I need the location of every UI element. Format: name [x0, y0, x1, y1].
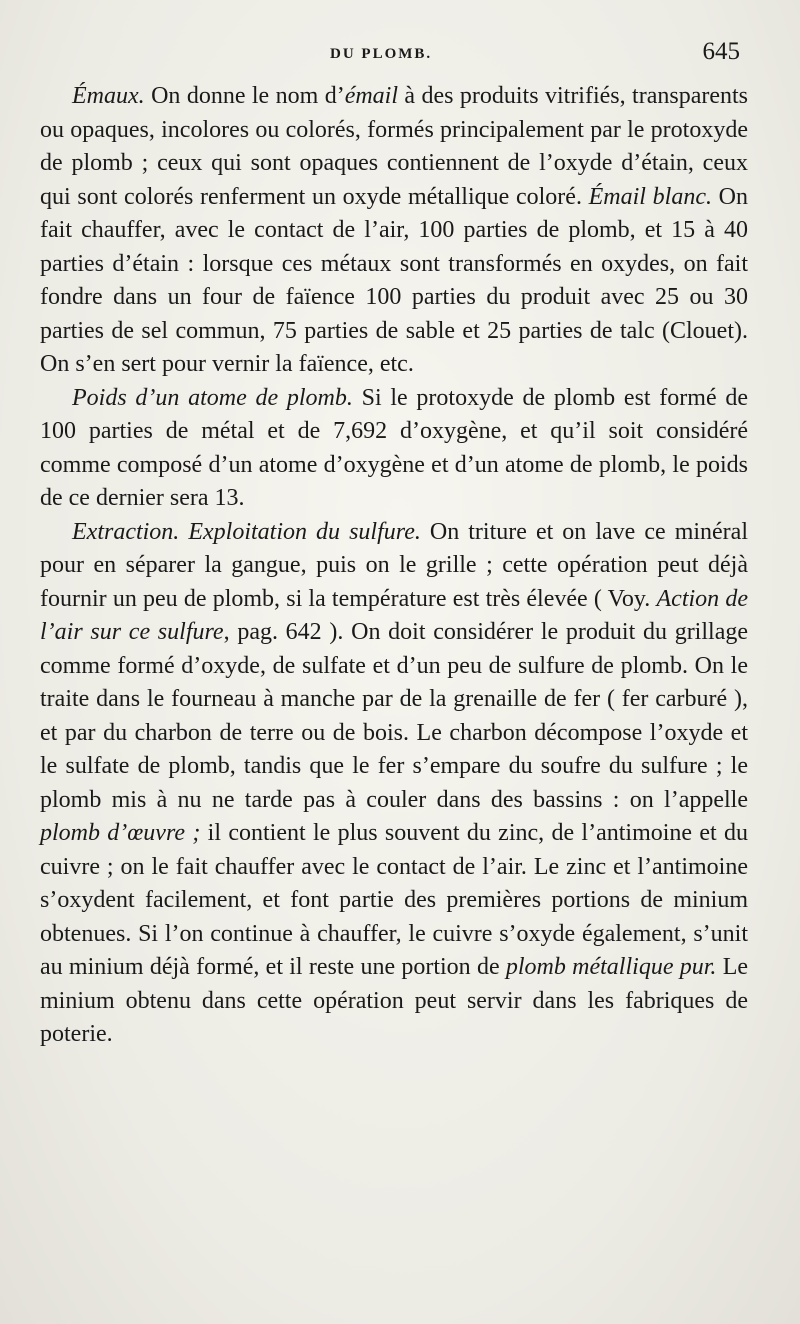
body-text: [40, 80, 748, 1052]
paragraph: [40, 80, 748, 382]
page-header: [40, 34, 740, 70]
text-run: Le minium obtenu dans cette opération peut servir dans les fabriques de poterie.: [40, 954, 749, 1047]
text-run: à des produits vitrifiés, transparents ou opaques, incolores ou colorés, formés principalement par le protoxyde de plomb ; ceux qui sont opaques contiennent de l’oxyde d’étain, ceux qui sont colorés renferment un oxyde métallique coloré.: [40, 83, 748, 210]
paragraph-lead: Extraction. Exploitation du sulfure.: [72, 518, 421, 545]
italic-text: émail: [344, 83, 399, 109]
italic-text: plomb d’œuvre ;: [40, 820, 201, 846]
text-run: On donne le nom d’: [144, 83, 345, 109]
italic-text: plomb métallique pur.: [505, 954, 717, 980]
paragraph-lead: Émaux.: [72, 83, 145, 109]
paragraph-lead: Poids d’un atome de plomb.: [72, 384, 353, 411]
text-run: Si le protoxyde de plomb est formé de 100 parties de métal et de 7,692 d’oxygène, et qu’il soit considéré comme composé d’un atome d’oxygène et d’un atome de plomb, le poids de ce dernier sera 13.: [40, 384, 748, 511]
text-run: On fait chauffer, avec le contact de l’air, 100 parties de plomb, et 15 à 40 parties d’étain : lorsque ces métaux sont transformés en oxydes, on fait fondre dans un four de faïence 100 parties du produit avec 25 ou 30 parties de sel commun, 75 parties de sable et 25 parties de talc (Clouet). On s’en sert pour vernir la faïence, etc.: [40, 183, 748, 377]
page-number: 645: [702, 38, 740, 65]
text-run: il contient le plus souvent du zinc, de l’antimoine et du cuivre ; on le fait chauffer avec le contact de l’air. Le zinc et l’antimoine s’oxydent facilement, et font partie des premières portions de minium obtenues. Si l’on continue à chauffer, le cuivre s’oxyde également, s’unit au minium déjà formé, et il reste une portion de: [40, 820, 749, 980]
paragraph: [40, 516, 748, 1052]
text-run: On triture et on lave ce minéral pour en séparer la gangue, puis on le grille ; cette opération peut déjà fournir un peu de plomb, si la température est très élevée ( Voy.: [40, 518, 748, 612]
italic-text: Émail blanc.: [588, 183, 712, 210]
paragraph: [40, 382, 748, 516]
text-run: , pag. 642 ). On doit considérer le produit du grillage comme formé d’oxyde, de sulfate et d’un peu de sulfure de plomb. On le traite dans le fourneau à manche par de la grenaille de fer ( fer carburé ), et par du charbon de terre ou de bois. Le charbon décompose l’oxyde et le sulfate de plomb, tandis que le fer s’empare du soufre du sulfure ; le plomb mis à nu ne tarde pas à couler dans des bassins : on l’appelle: [40, 619, 748, 813]
italic-text: Action de l’air sur ce sulfure: [40, 585, 748, 645]
running-head: DU PLOMB.: [330, 46, 433, 62]
